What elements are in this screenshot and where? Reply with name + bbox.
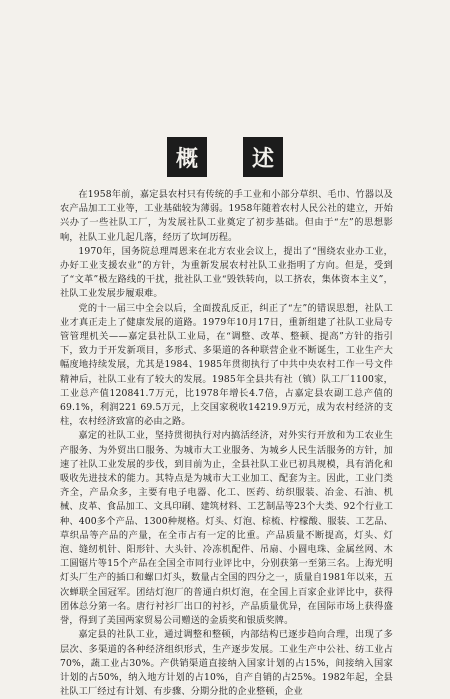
title-char-1: 概 bbox=[167, 137, 207, 177]
chapter-title bbox=[0, 137, 450, 177]
paragraph-4: 嘉定的社队工业，坚持贯彻执行对内搞活经济，对外实行开放和为工农业生产服务、为外贸出口服务、为城市大工业服务、为城乡人民生活服务的方针，加速了社队工业发展的步伐，到目前为止，全县社队工业已初具规模，具有消化和吸收先进技术的能力。其特点是为城市大工业加工、配套为主。因此，工业门类齐全，产品众多，主要有电子电器、化工、医药、纺织服装、冶金、石油、机械、皮革、食品加工、文具印刷、建筑材料、工艺制品等23个大类、92个行业工种、400多个产品、1300种规格。灯头、灯泡、棕梳、柠檬酸、服装、工艺品、草织品等产品的产量，在全市占有一定的比重。产品质量不断提高，灯头、灯泡、缝纫机针、阳形针、大头针、冷冻机配件、吊扇、小圆电珠、金属丝网、木工圆锯片等15个产品在全国全市同行业评比中，分别获第一至第三名。上海光明灯头厂生产的插口和螺口灯头，数量占全国的四分之一，质量自1981年以来，五次蝉联全国冠军。团结灯泡厂的普通白炽灯泡，在全国上百家企业评比中，获得团体总分第一名。唐行衬衫厂出口的衬衫，产品质量优异，在国际市场上获得盛誉，得到了美国两家贸易公司赠送的金质奖和银质奖牌。 bbox=[60, 430, 393, 627]
body-text bbox=[60, 188, 393, 699]
title-char-2: 述 bbox=[243, 137, 283, 177]
paragraph-1: 在1958年前，嘉定县农村只有传统的手工业和小部分草织、毛巾、竹器以及农产品加工工业等，工业基础较为薄弱。1958年随着农村人民公社的建立，开始兴办了一些社队工厂，为发展社队工业奠定了初步基础。但由于“左”的思想影响，社队工业几起几落，经历了坎坷历程。 bbox=[60, 189, 393, 243]
paragraph-2: 1970年，国务院总理周恩来在北方农业会议上，提出了“围绕农业办工业，办好工业支援农业”的方针，为重新发展农村社队工业指明了方向。但是，受到了“文革”极左路线的干扰，批社队工业“毁铁转向，以工挤农，集体资本主义”，社队工业发展步履艰难。 bbox=[60, 245, 393, 300]
paragraph-3: 党的十一届三中全会以后，全面拨乱反正，纠正了“左”的错误思想，社队工业才真正走上了健康发展的道路。1979年10月17日，重新组建了社队工业局专管管理机关——嘉定县社队工业局，在“调整、改革、整顿、提高”方针的指引下，致力于开发新项目，多形式、多渠道的各种联营企业不断诞生，工业生产大幅度地持续发展，尤其是1984、1985年贯彻执行了中共中央农村工作一号文件精神后，社队工业有了较大的发展。1985年全县共有社（镇）队工厂1100家，工业总产值120841.7万元，比1978年增长4.7倍，占嘉定县农副工总产值的69.1%，利润221 69.5万元，上交国家税收14219.9万元，成为农村经济的支柱，农村经济致富的必由之路。 bbox=[60, 302, 393, 428]
paragraph-5: 嘉定县的社队工业，通过调整和整顿，内部结构已逐步趋向合理，出现了多层次、多渠道的各种经济组织形式，生产逐步发展。工业生产中公社、纺工业占70%，蔬工业占30%。产供销渠道直接纳入国家计划的占15%，间接纳入国家计划的占50%，纳入地方计划的占10%，自产自销的占25%。1982年起，全县社队工厂经过有计划、有步骤、分期分批的企业整顿，企业 bbox=[60, 629, 393, 698]
